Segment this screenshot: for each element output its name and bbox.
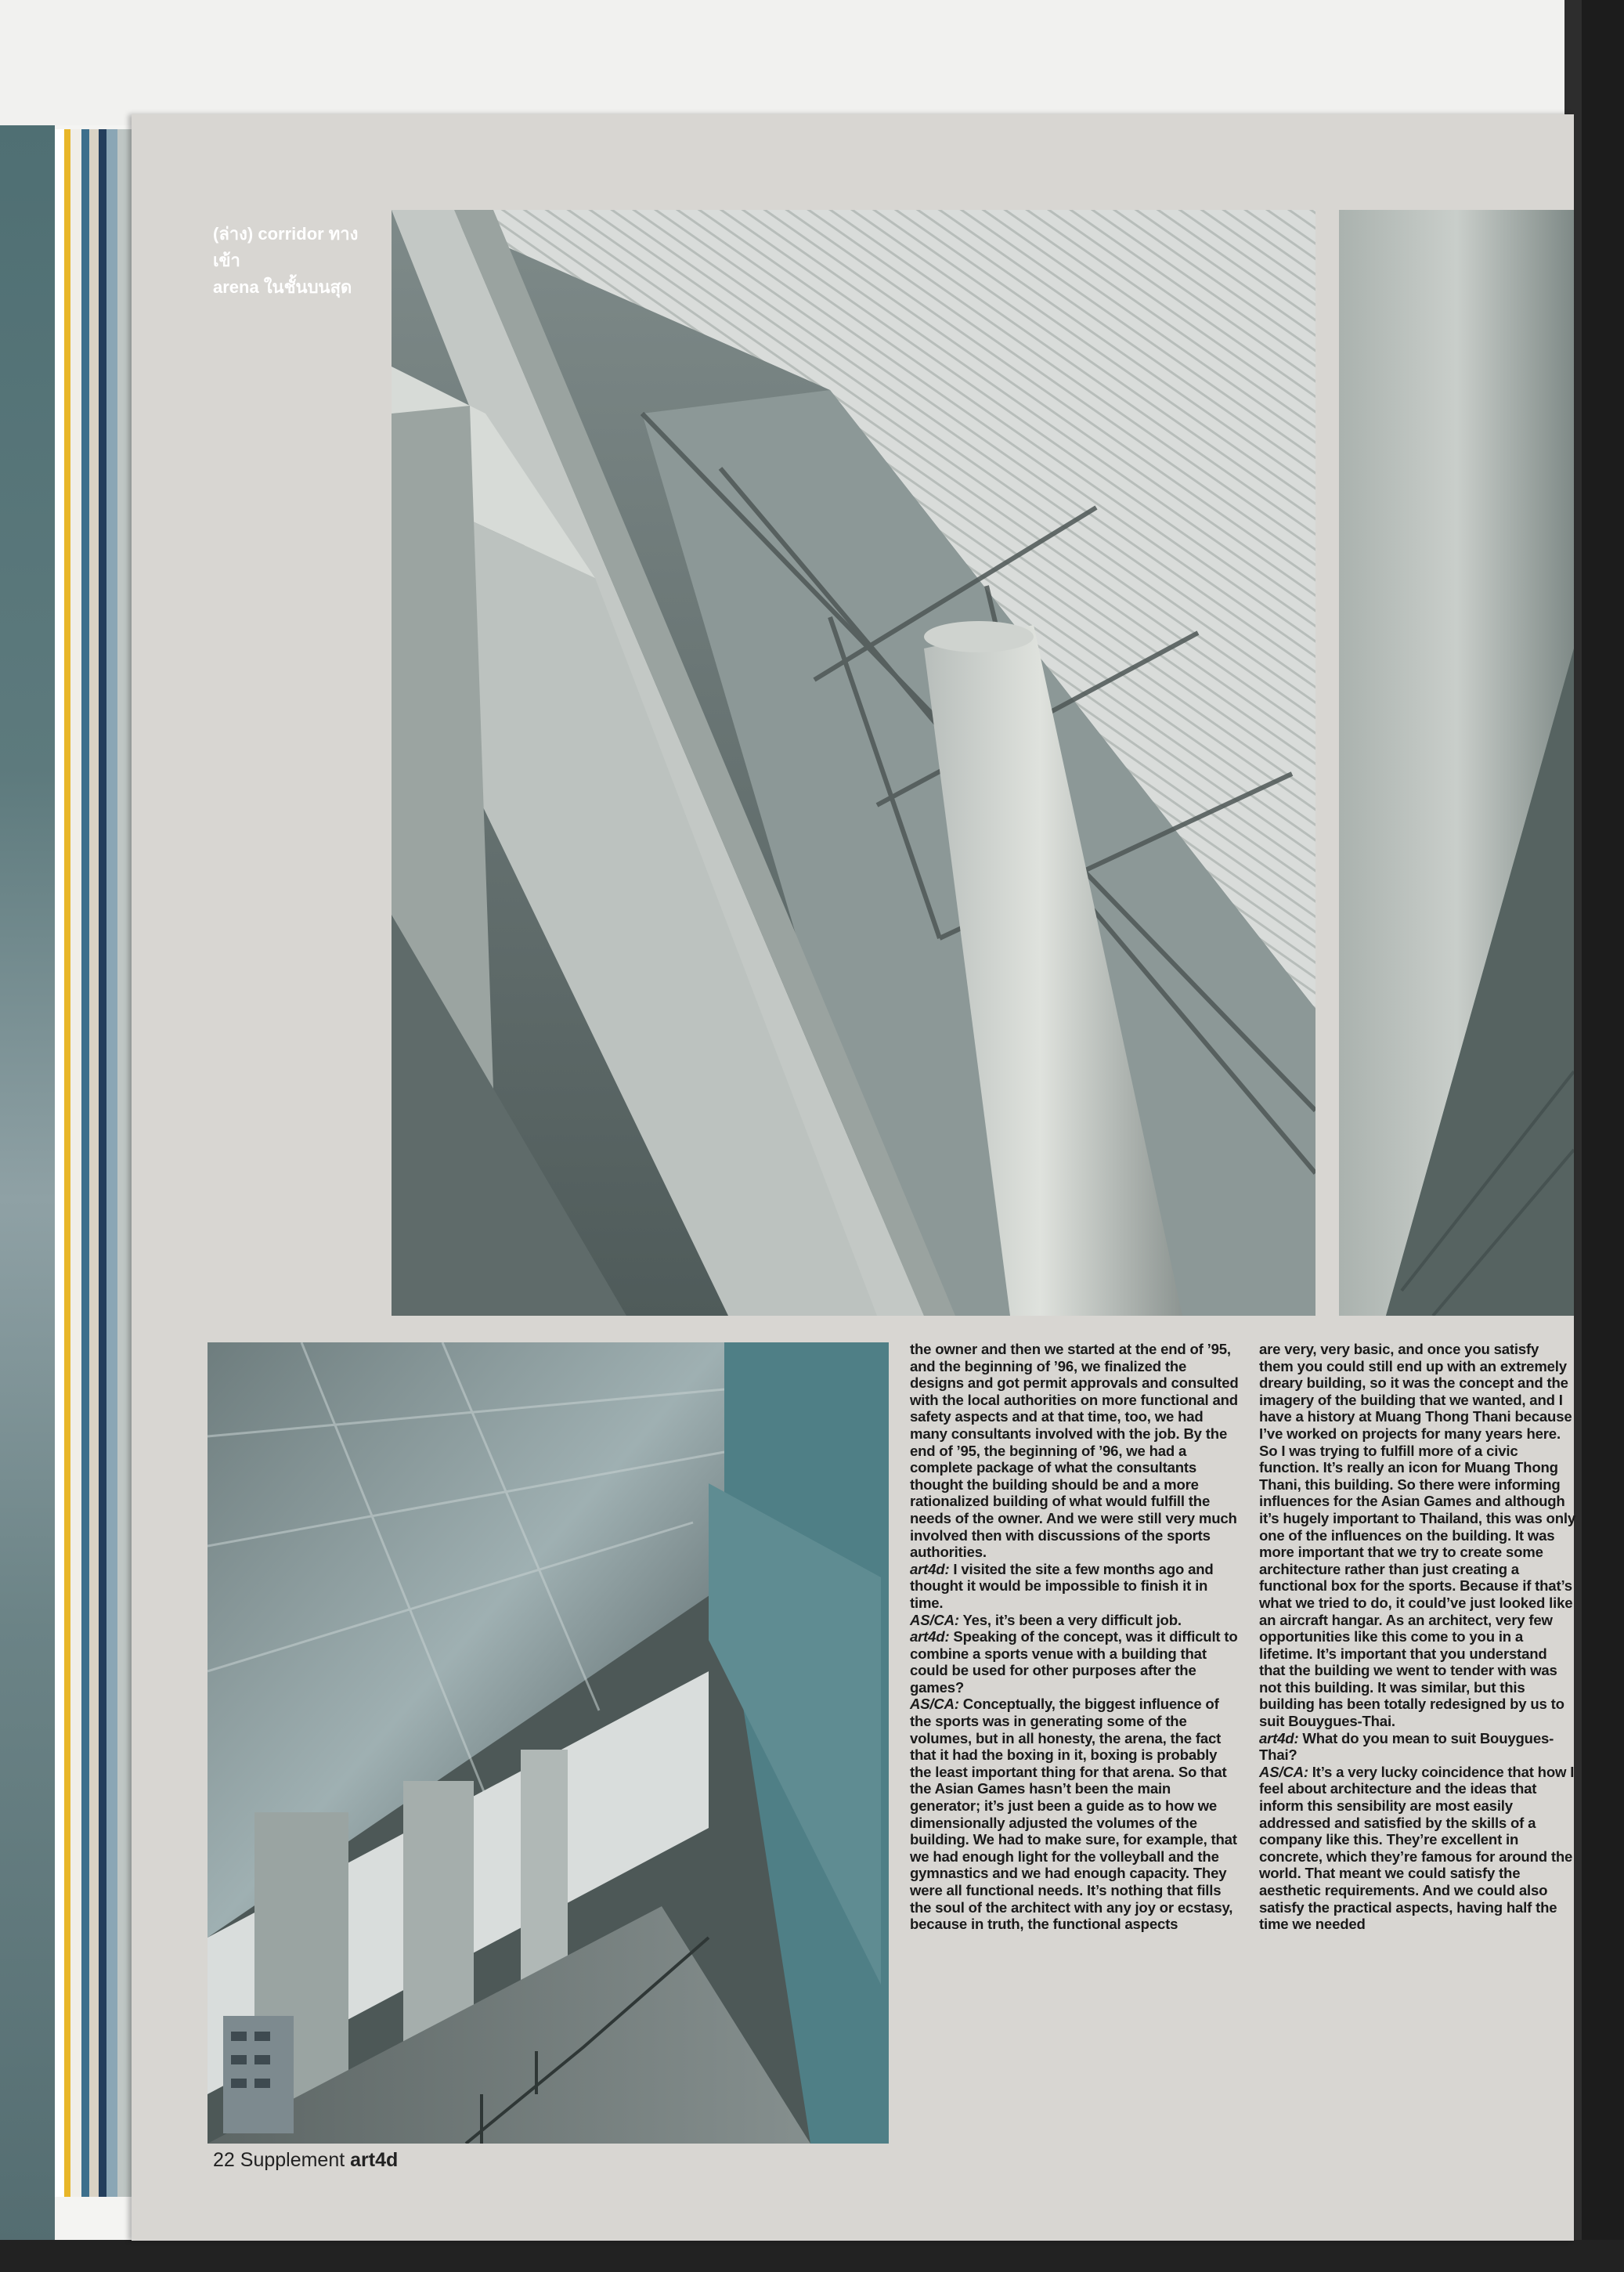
page-stack-band	[55, 129, 64, 2197]
magazine-name: art4d	[350, 2149, 399, 2171]
page-stack-band	[89, 129, 99, 2197]
speaker-label: art4d:	[1259, 1729, 1299, 1746]
article-paragraph	[1259, 1764, 1576, 1933]
photo-column-detail	[1339, 210, 1574, 1316]
paragraph-text: Yes, it’s been a very difficult job.	[958, 1611, 1182, 1628]
photo-arena-structure	[392, 210, 1315, 1316]
paragraph-text: Conceptually, the biggest influence of the sports was in generating some of the volumes, but in all honesty, the arena, the fact that it had the boxing in it, boxing is probably the least important thing for that arena. So that the Asian Games hasn’t been the main generator; it’s just been a guide as to how we dimensionally adjusted the volumes of the building. We had to make sure, for example, that we had enough light for the volleyball and the gymnastics and we had enough capacity. They were all functional needs. It’s nothing that fills the soul of the architect with any joy or ecstasy, because in truth, the functional aspects	[910, 1696, 1237, 1933]
paragraph-text: the owner and then we started at the end of ’95, and the beginning of ’96, we finalized the designs and got permit approvals and consulted with the local authorities on more functional and safety aspects and at that time, too, we had many consultants involved with the job. By the end of ’95, the beginning of ’96, we had a complete package of what the consultants thought the building should be and a more rationalized building of what would fulfill the needs of the owner. And we were still very much involved then with discussions of the sports authorities.	[910, 1341, 1239, 1561]
page-stack-band	[117, 129, 132, 2197]
photo-caption	[213, 221, 370, 301]
page-stack-band	[64, 129, 70, 2197]
speaker-label: AS/CA:	[910, 1696, 959, 1713]
speaker-label: art4d:	[910, 1628, 950, 1645]
speaker-label: AS/CA:	[910, 1611, 959, 1628]
page-footer	[213, 2149, 398, 2172]
article-paragraph	[910, 1561, 1240, 1612]
article-column-1	[910, 1341, 1240, 1933]
paragraph-text: I visited the site a few months ago and thought it would be impossible to finish it in time.	[910, 1560, 1214, 1611]
article-paragraph	[910, 1696, 1240, 1932]
page-stack-band	[70, 129, 81, 2197]
article-paragraph	[1259, 1730, 1576, 1764]
paragraph-text: It’s a very lucky coincidence that how I feel about architecture and the ideas that inform this sensibility are most easily addressed and satisfied by the skills of a company like this. They’re excellent in concrete, which they’re famous for around the world. That meant we could satisfy the aesthetic requirements. And we could also satisfy the practical aspects, having half the time we needed	[1259, 1763, 1575, 1933]
article-paragraph	[910, 1628, 1240, 1696]
scan-background-top	[0, 0, 1624, 125]
paragraph-text: What do you mean to suit Bouygues-Thai?	[1259, 1729, 1554, 1764]
page-number: 22	[213, 2149, 235, 2171]
scan-edge-bottom	[0, 2240, 1624, 2272]
section-name: Supplement	[240, 2149, 345, 2171]
paragraph-text: are very, very basic, and once you satisfy them you could still end up with an extremely dreary building, so it was the concept and the imagery of the building that we wanted, and I have a history at Muang Thong Thani because I’ve worked on projects for many years here. So I was trying to fulfill more of a civic function. It’s really an icon for Muang Thong Thani, this building. So there were informing influences for the Asian Games and although it’s hugely important to Thailand, this was only one of the influences on the building. It was more important that we try to create some architecture rather than just creating a functional box for the sports. Because if that’s what we tried to do, it could’ve just looked like an aircraft hangar. As an architect, very few opportunities like this come to you in a lifetime. It’s important that you understand that the building we went to tender with was not this building. It was similar, but this building has been totally redesigned by us to suit Bouygues-Thai.	[1259, 1341, 1575, 1730]
speaker-label: art4d:	[910, 1560, 950, 1577]
article-column-2	[1259, 1341, 1576, 1933]
page-stack-band	[106, 129, 117, 2197]
page-stack-band	[99, 129, 106, 2197]
scan-edge-right-outer	[1582, 0, 1624, 2272]
paragraph-text: Speaking of the concept, was it difficult to combine a sports venue with a building that could be used for other purposes after the games?	[910, 1628, 1238, 1696]
caption-line: (ล่าง) corridor ทางเข้า	[213, 224, 359, 270]
article-paragraph	[910, 1341, 1240, 1561]
caption-line: arena ในชั้นบนสุด	[213, 277, 352, 297]
article-paragraph	[910, 1612, 1240, 1629]
page-stack-edge	[0, 125, 55, 2272]
article-paragraph	[1259, 1341, 1576, 1730]
speaker-label: AS/CA:	[1259, 1763, 1308, 1780]
page-stack-band	[81, 129, 89, 2197]
photo-corridor	[208, 1342, 889, 2144]
